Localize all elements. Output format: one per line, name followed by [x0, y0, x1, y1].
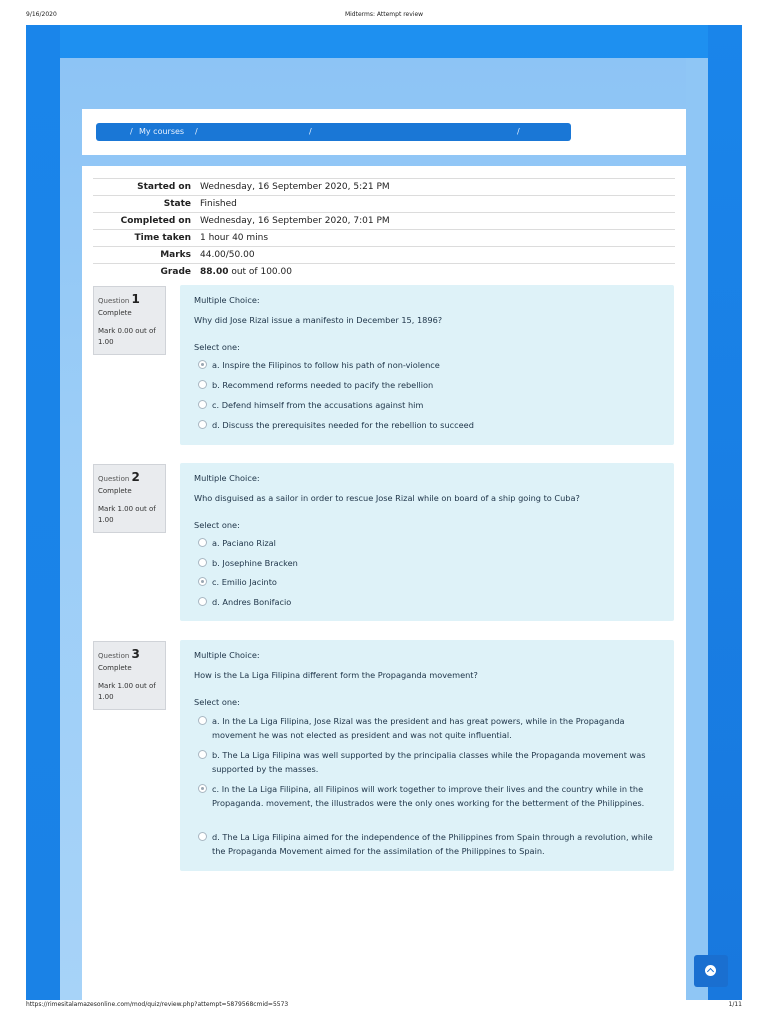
answer-option-text: d. The La Liga Filipina aimed for the independence of the Philippines from Spain through a revolution, while the Propaganda Movement aimed for the assimilation of the Philippines to Spain.	[212, 832, 653, 856]
question-type: Multiple Choice:	[194, 473, 260, 483]
select-one-label: Select one:	[194, 697, 240, 707]
radio-button[interactable]	[198, 538, 207, 547]
summary-row-grade	[93, 264, 675, 280]
print-url: https://rimesitalamazesonline.com/mod/quiz/review.php?attempt=5879568cmid=5573	[26, 1001, 289, 1008]
grade-total: out of 100.00	[228, 267, 292, 277]
print-date: 9/16/2020	[26, 11, 57, 18]
answer-option-text: b. Josephine Bracken	[212, 558, 298, 568]
summary-row-state	[93, 196, 675, 213]
breadcrumb-my-courses-link[interactable]: My courses	[139, 127, 185, 136]
radio-button[interactable]	[198, 597, 207, 606]
question-mark: Mark 0.00 out of 1.00	[98, 327, 156, 346]
summary-value: 44.00/50.00	[200, 250, 255, 260]
question-type: Multiple Choice:	[194, 295, 260, 305]
answer-option-text: a. Inspire the Filipinos to follow his path of non-violence	[212, 360, 440, 370]
radio-button[interactable]	[198, 750, 207, 759]
answer-option-text: b. The La Liga Filipina was well supported by the principalia classes while the Propaganda movement was supported by the masses.	[212, 750, 646, 774]
question-content-3	[180, 640, 674, 871]
question-info-1	[93, 286, 166, 355]
grade-value: 88.00	[200, 267, 229, 277]
radio-button[interactable]	[198, 716, 207, 725]
question-content-2	[180, 463, 674, 621]
question-label: Question	[98, 475, 130, 483]
answer-option-text: a. In the La Liga Filipina, Jose Rizal was the president and has great powers, while in the Propaganda movement he was not elected as president and was not quite influential.	[212, 716, 625, 740]
question-info-3	[93, 641, 166, 710]
summary-label: Time taken	[134, 233, 191, 243]
question-text: Who disguised as a sailor in order to rescue Jose Rizal while on board of a ship going to Cuba?	[194, 493, 580, 503]
question-number: 1	[131, 292, 140, 306]
summary-value: Wednesday, 16 September 2020, 7:01 PM	[200, 216, 390, 226]
summary-value: Wednesday, 16 September 2020, 5:21 PM	[200, 182, 390, 192]
question-state: Complete	[98, 664, 132, 672]
breadcrumb-separator: /	[130, 127, 133, 136]
summary-row-time-taken	[93, 230, 675, 247]
summary-value: Finished	[200, 199, 237, 209]
question-state: Complete	[98, 487, 132, 495]
breadcrumb-separator: /	[309, 127, 312, 136]
print-title: Midterms: Attempt review	[344, 11, 424, 18]
select-one-label: Select one:	[194, 342, 240, 352]
summary-row-started-on	[93, 179, 675, 196]
answer-option-text: c. In the La Liga Filipina, all Filipinos will work together to improve their lives and the country while in the Propaganda. movement, the illustrados were the only ones working for the betterment of the Philippines.	[212, 784, 645, 808]
summary-label: Started on	[137, 182, 191, 192]
question-mark: Mark 1.00 out of 1.00	[98, 505, 156, 524]
background-stripe-right	[708, 25, 742, 1000]
summary-value	[200, 267, 292, 277]
question-state: Complete	[98, 309, 132, 317]
print-footer	[0, 1001, 768, 1015]
answer-option-text: b. Recommend reforms needed to pacify the rebellion	[212, 380, 434, 390]
summary-label: Marks	[160, 250, 191, 260]
question-mark: Mark 1.00 out of 1.00	[98, 682, 156, 701]
summary-row-marks	[93, 247, 675, 264]
radio-button-checked[interactable]	[198, 784, 207, 793]
answer-option-text: c. Defend himself from the accusations against him	[212, 400, 424, 410]
radio-button-checked[interactable]	[198, 360, 207, 369]
radio-button[interactable]	[198, 380, 207, 389]
question-number-line	[98, 470, 140, 484]
select-one-label: Select one:	[194, 520, 240, 530]
question-text: How is the La Liga Filipina different form the Propaganda movement?	[194, 670, 478, 680]
breadcrumb-separator: /	[195, 127, 198, 136]
question-number: 2	[131, 470, 140, 484]
summary-label: State	[163, 199, 191, 209]
answer-option-text: d. Andres Bonifacio	[212, 597, 292, 607]
question-label: Question	[98, 652, 130, 660]
question-content-1	[180, 285, 674, 445]
question-number-line	[98, 292, 140, 306]
question-number: 3	[131, 647, 140, 661]
answer-option-text: c. Emilio Jacinto	[212, 577, 277, 587]
background-stripe-left	[26, 25, 60, 1000]
print-page-number: 1/11	[728, 1001, 742, 1008]
summary-label: Completed on	[120, 216, 191, 226]
question-type: Multiple Choice:	[194, 650, 260, 660]
attempt-summary-table	[93, 178, 675, 280]
answer-option-text: d. Discuss the prerequisites needed for the rebellion to succeed	[212, 420, 474, 430]
summary-label: Grade	[160, 267, 191, 277]
summary-row-completed-on	[93, 213, 675, 230]
breadcrumb-separator: /	[517, 127, 520, 136]
question-number-line	[98, 647, 140, 661]
question-label: Question	[98, 297, 130, 305]
radio-button[interactable]	[198, 558, 207, 567]
answer-option-text: a. Paciano Rizal	[212, 538, 276, 548]
breadcrumb	[96, 123, 571, 141]
radio-button[interactable]	[198, 832, 207, 841]
background-right-strip	[686, 58, 708, 1000]
radio-button-checked[interactable]	[198, 577, 207, 586]
print-header	[0, 11, 768, 25]
summary-value: 1 hour 40 mins	[200, 233, 269, 243]
question-info-2	[93, 464, 166, 533]
question-text: Why did Jose Rizal issue a manifesto in December 15, 1896?	[194, 315, 443, 325]
scroll-to-top-button[interactable]	[694, 955, 728, 987]
radio-button[interactable]	[198, 400, 207, 409]
radio-button[interactable]	[198, 420, 207, 429]
